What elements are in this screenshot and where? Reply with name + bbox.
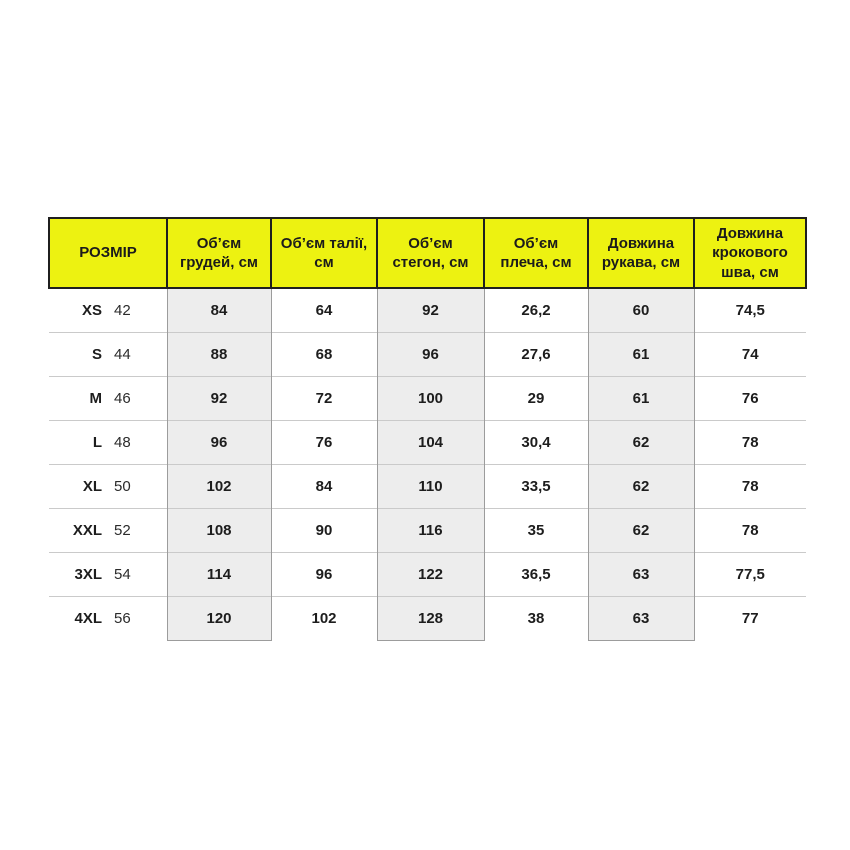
table-cell: 60 [588,288,694,333]
table-cell: 63 [588,597,694,641]
size-number: 42 [114,302,131,319]
table-cell: 78 [694,509,806,553]
table-row [49,509,806,553]
header-cell-hips: Об’єм стегон, см [377,218,484,288]
table-cell: 128 [377,597,484,641]
table-cell: 122 [377,553,484,597]
size-label: M [89,390,102,407]
table-cell: 96 [167,421,271,465]
table-cell-size [49,288,167,333]
table-cell: 62 [588,421,694,465]
table-cell: 78 [694,465,806,509]
table-cell: 72 [271,377,377,421]
table-cell: 33,5 [484,465,588,509]
header-cell-sleeve: Довжина рукава, см [588,218,694,288]
table-cell: 92 [167,377,271,421]
table-cell: 76 [694,377,806,421]
table-cell: 36,5 [484,553,588,597]
table-cell: 26,2 [484,288,588,333]
header-cell-waist: Об’єм талії, см [271,218,377,288]
table-cell: 77,5 [694,553,806,597]
table-row [49,421,806,465]
table-cell-size [49,509,167,553]
size-number: 48 [114,434,131,451]
table-row [49,333,806,377]
table-cell-size [49,597,167,641]
table-cell: 104 [377,421,484,465]
table-cell: 68 [271,333,377,377]
table-cell: 88 [167,333,271,377]
header-cell-size: РОЗМІР [49,218,167,288]
table-cell: 61 [588,377,694,421]
size-label: XXL [72,522,102,539]
table-cell: 62 [588,465,694,509]
table-cell: 77 [694,597,806,641]
table-cell: 102 [271,597,377,641]
table-cell: 96 [377,333,484,377]
table-cell: 100 [377,377,484,421]
table-cell: 38 [484,597,588,641]
size-label: XS [81,302,102,319]
size-label: L [92,434,102,451]
table-cell: 35 [484,509,588,553]
size-number: 44 [114,346,131,363]
table-row [49,465,806,509]
table-cell: 102 [167,465,271,509]
table-cell-size [49,465,167,509]
table-cell: 96 [271,553,377,597]
table-cell-size [49,377,167,421]
size-chart-table [48,217,807,641]
table-cell: 110 [377,465,484,509]
table-cell: 116 [377,509,484,553]
table-cell: 62 [588,509,694,553]
table-cell-size [49,421,167,465]
table-cell-size [49,333,167,377]
table-cell: 76 [271,421,377,465]
size-number: 46 [114,390,131,407]
size-number: 50 [114,478,131,495]
table-cell: 78 [694,421,806,465]
table-cell: 84 [167,288,271,333]
table-cell: 114 [167,553,271,597]
size-number: 54 [114,566,131,583]
table-cell: 27,6 [484,333,588,377]
table-cell: 108 [167,509,271,553]
table-cell: 64 [271,288,377,333]
size-label: S [91,346,102,363]
header-row [49,218,806,288]
table-cell: 74,5 [694,288,806,333]
table-cell: 29 [484,377,588,421]
size-number: 56 [114,610,131,628]
table-cell: 90 [271,509,377,553]
table-cell: 61 [588,333,694,377]
table-cell: 30,4 [484,421,588,465]
table-row [49,288,806,333]
table-cell: 92 [377,288,484,333]
size-label: 3XL [74,566,102,583]
table-row [49,553,806,597]
table-cell: 63 [588,553,694,597]
size-label: 4XL [74,610,102,628]
header-cell-chest: Об’єм грудей, см [167,218,271,288]
header-cell-shoulder: Об’єм плеча, см [484,218,588,288]
table-cell: 84 [271,465,377,509]
table-cell: 74 [694,333,806,377]
table-row [49,597,806,641]
table-row [49,377,806,421]
size-number: 52 [114,522,131,539]
table-cell: 120 [167,597,271,641]
table-cell-size [49,553,167,597]
header-cell-inseam: Довжина крокового шва, см [694,218,806,288]
size-label: XL [82,478,102,495]
